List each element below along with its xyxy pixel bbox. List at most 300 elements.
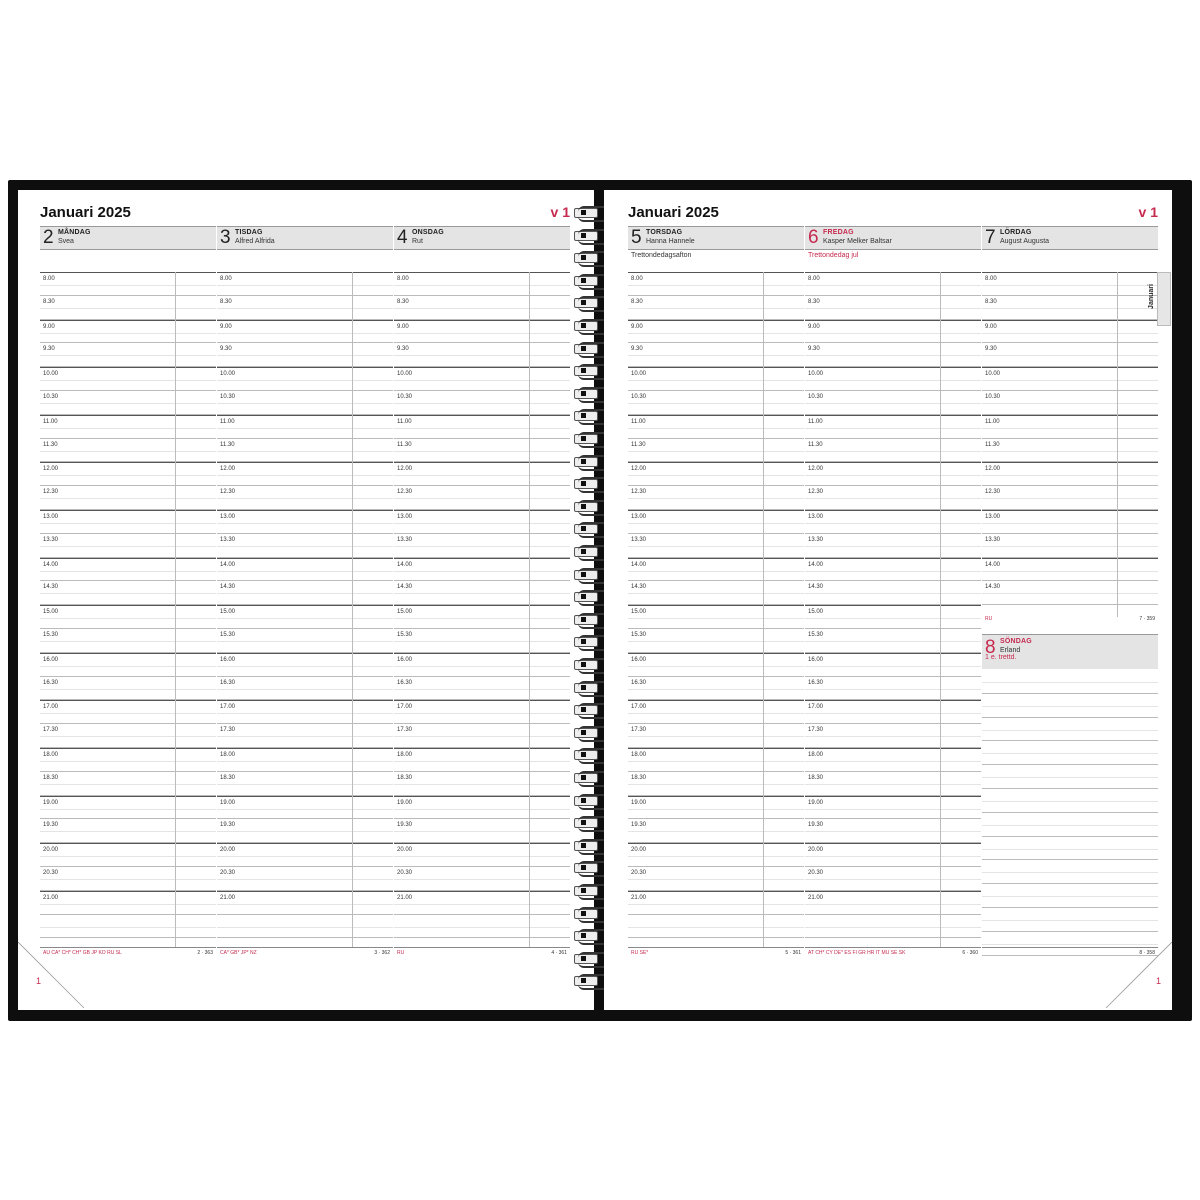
time-label: 15.30: [397, 631, 413, 638]
time-slot-row[interactable]: [40, 819, 216, 843]
time-slot-row[interactable]: [628, 748, 804, 772]
slot-divider: [628, 927, 804, 928]
slot-divider: [982, 849, 1158, 850]
time-slot-row[interactable]: [217, 510, 393, 534]
time-label: 9.30: [397, 346, 409, 353]
time-slot-row[interactable]: [805, 891, 981, 915]
time-slot-row[interactable]: [628, 510, 804, 534]
time-slot-row[interactable]: [394, 296, 570, 320]
time-label: 9.30: [808, 346, 820, 353]
time-slot-row[interactable]: [40, 772, 216, 796]
slot-divider: [394, 784, 570, 785]
time-label: 15.30: [808, 631, 824, 638]
time-slot-row[interactable]: [805, 296, 981, 320]
time-label: 14.00: [397, 561, 413, 568]
time-slot-row[interactable]: [40, 558, 216, 582]
time-label: 18.00: [631, 751, 647, 758]
time-slot-row[interactable]: [394, 486, 570, 510]
time-slot-row[interactable]: [982, 343, 1158, 367]
time-slot-row[interactable]: [805, 486, 981, 510]
time-slot-row[interactable]: [982, 884, 1158, 908]
time-slot-row[interactable]: [805, 343, 981, 367]
time-slot-row[interactable]: [40, 343, 216, 367]
time-slot-row[interactable]: [805, 320, 981, 344]
time-slot-row[interactable]: [628, 391, 804, 415]
time-slot-row[interactable]: [982, 510, 1158, 534]
time-slot-row[interactable]: [628, 558, 804, 582]
coil-hole: [581, 323, 586, 328]
time-slot-row[interactable]: [805, 510, 981, 534]
time-label: 8.00: [808, 276, 820, 282]
time-slot-row[interactable]: [394, 391, 570, 415]
slot-divider: [805, 333, 981, 334]
slot-divider: [40, 879, 216, 880]
time-slot-row[interactable]: [982, 741, 1158, 765]
time-slot-row[interactable]: [40, 581, 216, 605]
time-slot-row[interactable]: [805, 629, 981, 653]
time-slot-row[interactable]: [805, 677, 981, 701]
time-slot-row[interactable]: [40, 462, 216, 486]
time-slot-row[interactable]: [217, 534, 393, 558]
time-slot-row[interactable]: [628, 772, 804, 796]
slot-divider: [628, 904, 804, 905]
slot-divider: [805, 736, 981, 737]
time-slot-row[interactable]: [217, 629, 393, 653]
day-note-area[interactable]: [40, 248, 216, 273]
time-slot-row[interactable]: [982, 462, 1158, 486]
coil-hole: [581, 549, 586, 554]
time-slot-row[interactable]: [628, 462, 804, 486]
slot-divider: [805, 689, 981, 690]
time-label: 18.30: [43, 774, 59, 781]
time-label: 20.00: [397, 847, 413, 854]
slot-divider: [394, 308, 570, 309]
time-slots: [805, 272, 981, 938]
time-slot-row[interactable]: [40, 653, 216, 677]
time-slot-row[interactable]: [982, 813, 1158, 837]
slot-divider: [40, 618, 216, 619]
coil-hole: [581, 820, 586, 825]
slot-divider: [628, 618, 804, 619]
time-label: 16.30: [43, 679, 59, 686]
time-slot-row[interactable]: [805, 534, 981, 558]
time-slot-row[interactable]: [628, 534, 804, 558]
time-slot-row[interactable]: [394, 796, 570, 820]
time-label: 9.30: [43, 346, 55, 353]
day-number: 6: [808, 227, 819, 248]
time-slot-row[interactable]: [805, 772, 981, 796]
time-slot-row[interactable]: [40, 629, 216, 653]
time-slot-row[interactable]: [217, 819, 393, 843]
time-slot-row[interactable]: [40, 486, 216, 510]
time-label: 15.00: [808, 609, 824, 616]
time-slot-row[interactable]: [805, 415, 981, 439]
time-slot-row[interactable]: [805, 724, 981, 748]
time-slot-row[interactable]: [40, 677, 216, 701]
time-slot-row[interactable]: [628, 724, 804, 748]
flag-days: AT CH* CY DE* ES FI GR HR IT MU SE SK: [808, 950, 906, 956]
time-label: 8.30: [43, 298, 55, 305]
slot-divider: [217, 736, 393, 737]
time-slot-row[interactable]: [40, 272, 216, 296]
day-header: [40, 226, 216, 250]
time-slot-row[interactable]: [217, 486, 393, 510]
time-slot-row[interactable]: [394, 581, 570, 605]
time-label: 11.00: [397, 418, 412, 425]
time-slot-row[interactable]: [394, 534, 570, 558]
day-note-area[interactable]: [394, 248, 570, 273]
time-slot-row[interactable]: [217, 891, 393, 915]
coil-hole: [581, 481, 586, 486]
day-of-year: 3 · 362: [374, 950, 390, 956]
slot-divider: [217, 355, 393, 356]
time-label: 17.30: [808, 727, 824, 734]
slot-divider: [394, 475, 570, 476]
time-slot-row[interactable]: [628, 605, 804, 629]
time-slot-row[interactable]: [628, 915, 804, 939]
time-slot-row[interactable]: [982, 581, 1158, 605]
time-slot-row[interactable]: [628, 891, 804, 915]
coil-hole: [581, 752, 586, 757]
time-slot-row[interactable]: [628, 320, 804, 344]
slot-divider: [217, 285, 393, 286]
slot-divider: [40, 689, 216, 690]
time-label: 19.30: [808, 822, 824, 829]
time-slot-row[interactable]: [217, 558, 393, 582]
time-slot-row[interactable]: [40, 700, 216, 724]
time-label: 10.30: [631, 393, 647, 400]
time-slot-row[interactable]: [628, 367, 804, 391]
time-slot-row[interactable]: [394, 415, 570, 439]
time-label: 9.00: [631, 323, 643, 330]
weekday-name: TORSDAG: [646, 229, 683, 236]
time-slot-row[interactable]: [40, 915, 216, 939]
time-label: 14.00: [808, 561, 824, 568]
time-slot-row[interactable]: [805, 367, 981, 391]
day-column: [217, 226, 393, 966]
name-day: Kasper Melker Baltsar: [823, 238, 892, 245]
time-slot-row[interactable]: [394, 748, 570, 772]
time-slot-row[interactable]: [217, 748, 393, 772]
time-slot-row[interactable]: [217, 772, 393, 796]
time-label: 10.00: [631, 371, 647, 378]
time-slot-row[interactable]: [982, 320, 1158, 344]
time-slot-row[interactable]: [982, 367, 1158, 391]
time-slot-row[interactable]: [982, 765, 1158, 789]
day-of-year: 5 · 361: [785, 950, 801, 956]
flag-days: RU SE*: [631, 950, 649, 956]
time-slot-row[interactable]: [217, 296, 393, 320]
time-label: 11.30: [631, 441, 646, 448]
time-slot-row[interactable]: [217, 272, 393, 296]
time-label: 18.30: [631, 774, 647, 781]
time-slot-row[interactable]: [40, 296, 216, 320]
flag-days: AU CA* CH* CH* GB JP KO RU SL: [43, 950, 122, 956]
time-slot-row[interactable]: [394, 843, 570, 867]
day-header: [394, 226, 570, 250]
time-slot-row[interactable]: [982, 718, 1158, 742]
slot-divider: [628, 333, 804, 334]
time-slot-row[interactable]: [217, 415, 393, 439]
time-slot-row[interactable]: [394, 272, 570, 296]
slot-divider: [628, 428, 804, 429]
time-slot-row[interactable]: [217, 915, 393, 939]
time-slot-row[interactable]: [40, 748, 216, 772]
time-slot-row[interactable]: [40, 605, 216, 629]
slot-divider: [217, 451, 393, 452]
time-slot-row[interactable]: [982, 486, 1158, 510]
day-number: 2: [43, 227, 54, 248]
time-label: 19.30: [631, 822, 647, 829]
time-label: 8.00: [631, 276, 643, 282]
slot-divider: [628, 571, 804, 572]
time-slot-row[interactable]: [217, 462, 393, 486]
time-slot-row[interactable]: [628, 439, 804, 463]
time-slot-row[interactable]: [394, 629, 570, 653]
time-slot-row[interactable]: [217, 677, 393, 701]
slot-divider: [805, 641, 981, 642]
time-label: 8.00: [985, 276, 997, 282]
time-label: 10.00: [808, 371, 824, 378]
time-label: 13.00: [808, 513, 824, 520]
time-label: 10.30: [985, 393, 1001, 400]
time-slot-row[interactable]: [217, 843, 393, 867]
time-slot-row[interactable]: [982, 272, 1158, 296]
slot-divider: [628, 784, 804, 785]
slot-divider: [40, 856, 216, 857]
time-label: 9.00: [397, 323, 409, 330]
time-slot-row[interactable]: [982, 837, 1158, 861]
time-slot-row[interactable]: [628, 843, 804, 867]
time-slot-row[interactable]: [982, 534, 1158, 558]
time-label: 17.30: [220, 727, 236, 734]
time-slot-row[interactable]: [217, 605, 393, 629]
time-label: 15.00: [631, 609, 647, 616]
day-note-area[interactable]: [982, 248, 1158, 273]
coil-hole: [581, 300, 586, 305]
time-slot-row[interactable]: [40, 534, 216, 558]
time-label: 20.30: [808, 869, 824, 876]
time-slot-row[interactable]: [628, 653, 804, 677]
slot-divider: [628, 403, 804, 404]
slot-divider: [805, 475, 981, 476]
coil-hole: [581, 933, 586, 938]
time-slot-row[interactable]: [40, 796, 216, 820]
slot-divider: [394, 285, 570, 286]
time-label: 19.00: [220, 799, 236, 806]
time-slot-row[interactable]: [394, 510, 570, 534]
time-slot-row[interactable]: [394, 772, 570, 796]
time-slot-row[interactable]: [40, 391, 216, 415]
time-slot-row[interactable]: [40, 510, 216, 534]
time-slot-row[interactable]: [40, 439, 216, 463]
time-slot-row[interactable]: [217, 796, 393, 820]
time-slot-row[interactable]: [805, 700, 981, 724]
slot-divider: [394, 831, 570, 832]
time-slot-row[interactable]: [982, 670, 1158, 694]
slot-divider: [217, 618, 393, 619]
time-slot-row[interactable]: [628, 796, 804, 820]
slot-divider: [217, 831, 393, 832]
time-slot-row[interactable]: [394, 819, 570, 843]
time-slot-row[interactable]: [40, 724, 216, 748]
time-slot-row[interactable]: [40, 367, 216, 391]
slot-divider: [628, 380, 804, 381]
time-slot-row[interactable]: [217, 439, 393, 463]
time-slot-row[interactable]: [217, 320, 393, 344]
time-slot-row[interactable]: [394, 653, 570, 677]
time-slot-row[interactable]: [982, 908, 1158, 932]
time-slot-row[interactable]: [805, 796, 981, 820]
time-slot-row[interactable]: [628, 272, 804, 296]
time-slot-row[interactable]: [628, 819, 804, 843]
time-label: 18.30: [220, 774, 236, 781]
time-slot-row[interactable]: [628, 415, 804, 439]
name-day: Erland: [1000, 647, 1021, 654]
sunday-slots: [982, 670, 1158, 956]
time-slot-row[interactable]: [40, 843, 216, 867]
time-slot-row[interactable]: [628, 486, 804, 510]
slot-divider: [394, 618, 570, 619]
time-slot-row[interactable]: [394, 605, 570, 629]
weekday-name: TISDAG: [235, 229, 263, 236]
slot-divider: [40, 761, 216, 762]
time-slot-row[interactable]: [805, 581, 981, 605]
time-label: 9.30: [220, 346, 232, 353]
time-slot-row[interactable]: [217, 724, 393, 748]
coil-hole: [581, 368, 586, 373]
page-number: 1: [36, 976, 42, 986]
time-slot-row[interactable]: [805, 843, 981, 867]
time-slot-row[interactable]: [40, 891, 216, 915]
time-slot-row[interactable]: [628, 677, 804, 701]
slot-divider: [805, 904, 981, 905]
time-slot-row[interactable]: [628, 867, 804, 891]
time-slot-row[interactable]: [805, 867, 981, 891]
time-slot-row[interactable]: [982, 694, 1158, 718]
time-slot-row[interactable]: [217, 867, 393, 891]
time-slot-row[interactable]: [217, 391, 393, 415]
notes-divider: [529, 272, 530, 947]
time-slot-row[interactable]: [805, 748, 981, 772]
time-slot-row[interactable]: [982, 558, 1158, 582]
time-label: 19.00: [808, 799, 824, 806]
slot-divider: [628, 308, 804, 309]
time-slot-row[interactable]: [40, 867, 216, 891]
time-slot-row[interactable]: [805, 558, 981, 582]
slot-divider: [394, 333, 570, 334]
slot-divider: [628, 879, 804, 880]
time-slot-row[interactable]: [394, 462, 570, 486]
slot-divider: [40, 308, 216, 309]
slot-divider: [982, 593, 1158, 594]
slot-divider: [394, 713, 570, 714]
coil-hole: [581, 978, 586, 983]
time-slot-row[interactable]: [805, 605, 981, 629]
time-slot-row[interactable]: [394, 343, 570, 367]
time-slot-row[interactable]: [394, 867, 570, 891]
time-slot-row[interactable]: [982, 860, 1158, 884]
time-slot-row[interactable]: [982, 415, 1158, 439]
time-slot-row[interactable]: [805, 272, 981, 296]
day-note-area[interactable]: [217, 248, 393, 273]
slot-divider: [40, 285, 216, 286]
time-slot-row[interactable]: [217, 367, 393, 391]
time-slot-row[interactable]: [628, 629, 804, 653]
time-slot-row[interactable]: [394, 724, 570, 748]
time-slot-row[interactable]: [217, 343, 393, 367]
time-label: 14.30: [808, 584, 824, 591]
time-label: 8.30: [397, 298, 409, 305]
time-label: 12.00: [397, 466, 413, 473]
time-slot-row[interactable]: [982, 789, 1158, 813]
time-slot-row[interactable]: [394, 677, 570, 701]
time-slot-row[interactable]: [805, 653, 981, 677]
time-slot-row[interactable]: [217, 581, 393, 605]
month-tab-label: Januari: [1147, 284, 1155, 309]
coil-hole: [581, 526, 586, 531]
time-slot-row[interactable]: [394, 439, 570, 463]
time-slot-row[interactable]: [805, 915, 981, 939]
slot-divider: [394, 641, 570, 642]
slot-divider: [217, 904, 393, 905]
time-slot-row[interactable]: [394, 915, 570, 939]
day-header: [217, 226, 393, 250]
slot-divider: [628, 475, 804, 476]
slot-divider: [40, 666, 216, 667]
time-slot-row[interactable]: [40, 320, 216, 344]
time-label: 16.30: [631, 679, 647, 686]
coil-hole: [581, 888, 586, 893]
coil-hole: [581, 459, 586, 464]
time-slot-row[interactable]: [217, 653, 393, 677]
slot-divider: [394, 856, 570, 857]
slot-divider: [40, 831, 216, 832]
time-slot-row[interactable]: [394, 558, 570, 582]
month-tab[interactable]: [1147, 272, 1171, 326]
time-slot-row[interactable]: [394, 320, 570, 344]
time-label: 16.00: [808, 656, 824, 663]
time-slot-row[interactable]: [805, 391, 981, 415]
slot-divider: [394, 571, 570, 572]
slot-divider: [805, 428, 981, 429]
slot-divider: [217, 761, 393, 762]
time-slot-row[interactable]: [805, 439, 981, 463]
slot-divider: [394, 761, 570, 762]
time-slot-row[interactable]: [982, 391, 1158, 415]
time-slot-row[interactable]: [628, 581, 804, 605]
day-column: [394, 226, 570, 966]
time-slot-row[interactable]: [40, 415, 216, 439]
slot-divider: [982, 403, 1158, 404]
time-slot-row[interactable]: [628, 343, 804, 367]
coil-hole: [581, 210, 586, 215]
time-slot-row[interactable]: [394, 891, 570, 915]
time-slot-row[interactable]: [805, 819, 981, 843]
day-number: 4: [397, 227, 408, 248]
time-slot-row[interactable]: [982, 296, 1158, 320]
slot-divider: [40, 546, 216, 547]
time-slot-row[interactable]: [394, 367, 570, 391]
time-slot-row[interactable]: [628, 700, 804, 724]
slot-divider: [982, 753, 1158, 754]
slot-divider: [982, 682, 1158, 683]
time-slot-row[interactable]: [805, 462, 981, 486]
time-slot-row[interactable]: [217, 700, 393, 724]
time-slot-row[interactable]: [394, 700, 570, 724]
time-slot-row[interactable]: [628, 296, 804, 320]
time-slot-row[interactable]: [982, 439, 1158, 463]
